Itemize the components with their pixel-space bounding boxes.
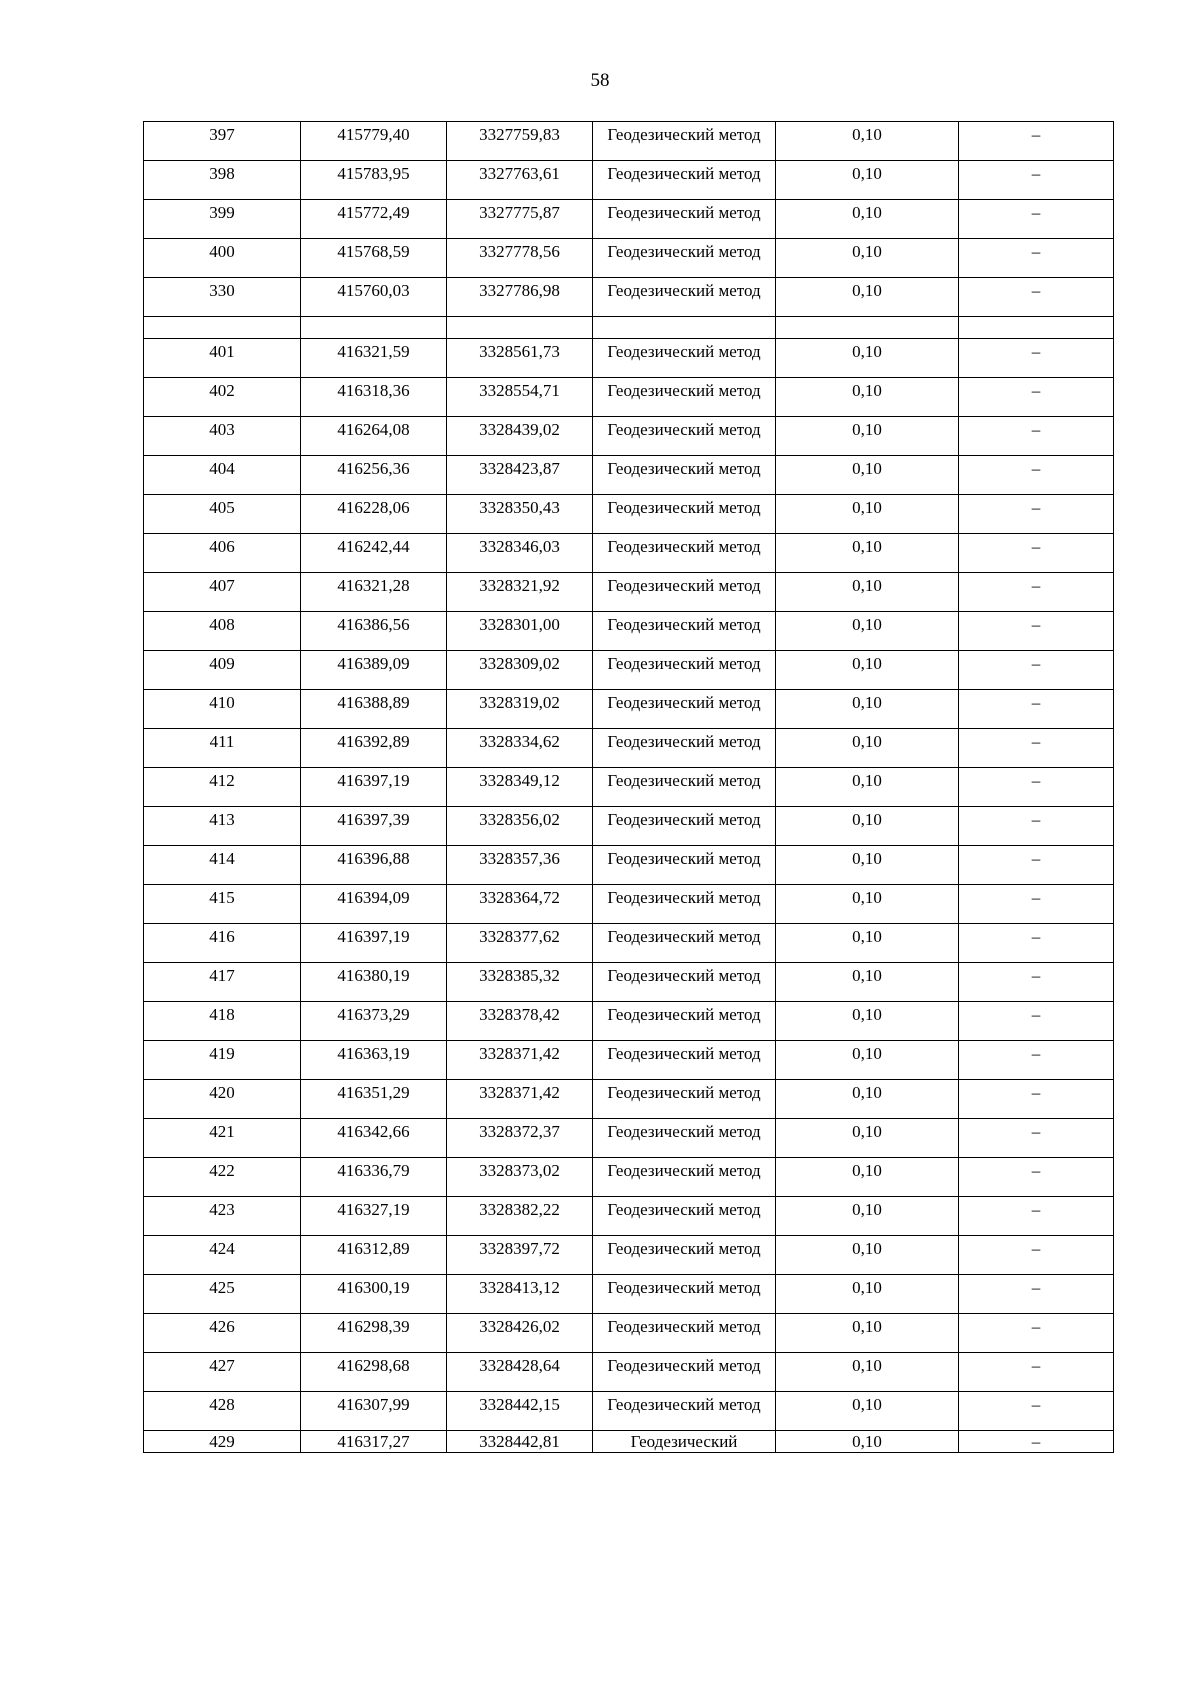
note-cell: – (959, 200, 1114, 239)
x-coordinate-cell: 416321,59 (301, 339, 447, 378)
table-row (144, 1119, 1114, 1158)
accuracy-cell (776, 317, 959, 339)
y-coordinate-cell: 3328371,42 (447, 1041, 593, 1080)
table-row (144, 690, 1114, 729)
x-coordinate-cell: 416351,29 (301, 1080, 447, 1119)
accuracy-cell: 0,10 (776, 1041, 959, 1080)
note-cell: – (959, 1392, 1114, 1431)
x-coordinate-cell: 416363,19 (301, 1041, 447, 1080)
note-cell: – (959, 278, 1114, 317)
method-cell: Геодезический метод (593, 495, 776, 534)
x-coordinate-cell: 416397,19 (301, 924, 447, 963)
x-coordinate-cell: 416256,36 (301, 456, 447, 495)
table-row (144, 729, 1114, 768)
method-cell: Геодезический метод (593, 1236, 776, 1275)
table-row (144, 1314, 1114, 1353)
method-cell: Геодезический метод (593, 122, 776, 161)
table-row (144, 1158, 1114, 1197)
y-coordinate-cell: 3328301,00 (447, 612, 593, 651)
accuracy-cell: 0,10 (776, 456, 959, 495)
note-cell: – (959, 1353, 1114, 1392)
note-cell: – (959, 1236, 1114, 1275)
accuracy-cell: 0,10 (776, 1275, 959, 1314)
method-cell: Геодезический метод (593, 417, 776, 456)
x-coordinate-cell: 416397,19 (301, 768, 447, 807)
x-coordinate-cell: 416264,08 (301, 417, 447, 456)
y-coordinate-cell: 3327759,83 (447, 122, 593, 161)
accuracy-cell: 0,10 (776, 417, 959, 456)
method-cell: Геодезический метод (593, 161, 776, 200)
table-row (144, 1197, 1114, 1236)
table-row (144, 1236, 1114, 1275)
method-cell: Геодезический метод (593, 1353, 776, 1392)
point-number-cell: 417 (144, 963, 301, 1002)
accuracy-cell: 0,10 (776, 846, 959, 885)
method-cell: Геодезический метод (593, 1275, 776, 1314)
y-coordinate-cell (447, 317, 593, 339)
note-cell: – (959, 963, 1114, 1002)
method-cell: Геодезический метод (593, 1002, 776, 1041)
method-cell: Геодезический метод (593, 846, 776, 885)
table-row (144, 1431, 1114, 1453)
y-coordinate-cell: 3328334,62 (447, 729, 593, 768)
note-cell: – (959, 690, 1114, 729)
x-coordinate-cell: 416298,68 (301, 1353, 447, 1392)
note-cell: – (959, 924, 1114, 963)
table-row (144, 161, 1114, 200)
accuracy-cell: 0,10 (776, 1392, 959, 1431)
x-coordinate-cell: 416321,28 (301, 573, 447, 612)
x-coordinate-cell: 416396,88 (301, 846, 447, 885)
note-cell: – (959, 1119, 1114, 1158)
y-coordinate-cell: 3328321,92 (447, 573, 593, 612)
accuracy-cell: 0,10 (776, 690, 959, 729)
point-number-cell: 428 (144, 1392, 301, 1431)
x-coordinate-cell: 416392,89 (301, 729, 447, 768)
accuracy-cell: 0,10 (776, 239, 959, 278)
x-coordinate-cell: 416380,19 (301, 963, 447, 1002)
accuracy-cell: 0,10 (776, 495, 959, 534)
x-coordinate-cell: 416373,29 (301, 1002, 447, 1041)
y-coordinate-cell: 3328382,22 (447, 1197, 593, 1236)
x-coordinate-cell: 416389,09 (301, 651, 447, 690)
table-row (144, 963, 1114, 1002)
x-coordinate-cell: 415760,03 (301, 278, 447, 317)
y-coordinate-cell: 3328377,62 (447, 924, 593, 963)
accuracy-cell: 0,10 (776, 200, 959, 239)
point-number-cell: 405 (144, 495, 301, 534)
point-number-cell: 415 (144, 885, 301, 924)
y-coordinate-cell: 3328373,02 (447, 1158, 593, 1197)
method-cell: Геодезический метод (593, 1392, 776, 1431)
point-number-cell: 404 (144, 456, 301, 495)
y-coordinate-cell: 3328561,73 (447, 339, 593, 378)
table-row (144, 846, 1114, 885)
note-cell: – (959, 1158, 1114, 1197)
table-row (144, 1080, 1114, 1119)
method-cell: Геодезический метод (593, 885, 776, 924)
y-coordinate-cell: 3328428,64 (447, 1353, 593, 1392)
x-coordinate-cell: 416317,27 (301, 1431, 447, 1453)
note-cell: – (959, 161, 1114, 200)
method-cell: Геодезический метод (593, 729, 776, 768)
note-cell: – (959, 612, 1114, 651)
method-cell: Геодезический метод (593, 1080, 776, 1119)
method-cell: Геодезический метод (593, 534, 776, 573)
point-number-cell: 400 (144, 239, 301, 278)
point-number-cell: 406 (144, 534, 301, 573)
table-row (144, 534, 1114, 573)
note-cell: – (959, 122, 1114, 161)
accuracy-cell: 0,10 (776, 1431, 959, 1453)
table-row (144, 239, 1114, 278)
table-row (144, 317, 1114, 339)
point-number-cell: 403 (144, 417, 301, 456)
method-cell: Геодезический метод (593, 1314, 776, 1353)
point-number-cell: 399 (144, 200, 301, 239)
accuracy-cell: 0,10 (776, 278, 959, 317)
note-cell: – (959, 456, 1114, 495)
note-cell: – (959, 495, 1114, 534)
accuracy-cell: 0,10 (776, 122, 959, 161)
method-cell: Геодезический метод (593, 963, 776, 1002)
point-number-cell: 402 (144, 378, 301, 417)
method-cell: Геодезический метод (593, 1119, 776, 1158)
method-cell: Геодезический метод (593, 1041, 776, 1080)
accuracy-cell: 0,10 (776, 768, 959, 807)
x-coordinate-cell: 416228,06 (301, 495, 447, 534)
method-cell: Геодезический метод (593, 807, 776, 846)
x-coordinate-cell: 416300,19 (301, 1275, 447, 1314)
point-number-cell: 401 (144, 339, 301, 378)
note-cell: – (959, 378, 1114, 417)
note-cell: – (959, 573, 1114, 612)
note-cell: – (959, 807, 1114, 846)
table-row (144, 1275, 1114, 1314)
method-cell: Геодезический метод (593, 278, 776, 317)
point-number-cell: 398 (144, 161, 301, 200)
y-coordinate-cell: 3328413,12 (447, 1275, 593, 1314)
y-coordinate-cell: 3327778,56 (447, 239, 593, 278)
accuracy-cell: 0,10 (776, 651, 959, 690)
accuracy-cell: 0,10 (776, 1158, 959, 1197)
note-cell: – (959, 1197, 1114, 1236)
note-cell: – (959, 885, 1114, 924)
table-row (144, 495, 1114, 534)
page-number: 58 (590, 70, 610, 91)
accuracy-cell: 0,10 (776, 1353, 959, 1392)
note-cell: – (959, 1041, 1114, 1080)
y-coordinate-cell: 3328319,02 (447, 690, 593, 729)
table-row (144, 768, 1114, 807)
note-cell: – (959, 239, 1114, 278)
accuracy-cell: 0,10 (776, 612, 959, 651)
y-coordinate-cell: 3328349,12 (447, 768, 593, 807)
method-cell: Геодезический метод (593, 651, 776, 690)
y-coordinate-cell: 3328378,42 (447, 1002, 593, 1041)
method-cell: Геодезический метод (593, 690, 776, 729)
point-number-cell: 421 (144, 1119, 301, 1158)
point-number-cell: 416 (144, 924, 301, 963)
point-number-cell: 413 (144, 807, 301, 846)
method-cell: Геодезический метод (593, 239, 776, 278)
table-row (144, 456, 1114, 495)
table-row (144, 651, 1114, 690)
table-row (144, 1002, 1114, 1041)
note-cell: – (959, 1275, 1114, 1314)
table-row (144, 378, 1114, 417)
table-row (144, 339, 1114, 378)
accuracy-cell: 0,10 (776, 729, 959, 768)
note-cell: – (959, 339, 1114, 378)
y-coordinate-cell: 3328397,72 (447, 1236, 593, 1275)
accuracy-cell: 0,10 (776, 378, 959, 417)
point-number-cell: 419 (144, 1041, 301, 1080)
y-coordinate-cell: 3328554,71 (447, 378, 593, 417)
point-number-cell: 330 (144, 278, 301, 317)
accuracy-cell: 0,10 (776, 1119, 959, 1158)
point-number-cell: 418 (144, 1002, 301, 1041)
y-coordinate-cell: 3328423,87 (447, 456, 593, 495)
accuracy-cell: 0,10 (776, 1236, 959, 1275)
x-coordinate-cell: 416397,39 (301, 807, 447, 846)
accuracy-cell: 0,10 (776, 1080, 959, 1119)
accuracy-cell: 0,10 (776, 963, 959, 1002)
y-coordinate-cell: 3327763,61 (447, 161, 593, 200)
x-coordinate-cell: 416388,89 (301, 690, 447, 729)
accuracy-cell: 0,10 (776, 573, 959, 612)
point-number-cell: 410 (144, 690, 301, 729)
y-coordinate-cell: 3328442,15 (447, 1392, 593, 1431)
table-row (144, 1041, 1114, 1080)
x-coordinate-cell: 416336,79 (301, 1158, 447, 1197)
method-cell: Геодезический метод (593, 573, 776, 612)
method-cell: Геодезический метод (593, 1197, 776, 1236)
method-cell: Геодезический метод (593, 1158, 776, 1197)
accuracy-cell: 0,10 (776, 161, 959, 200)
table-body (144, 122, 1114, 1453)
note-cell: – (959, 1080, 1114, 1119)
accuracy-cell: 0,10 (776, 339, 959, 378)
note-cell: – (959, 768, 1114, 807)
table-row (144, 924, 1114, 963)
table-row (144, 200, 1114, 239)
method-cell: Геодезический метод (593, 378, 776, 417)
y-coordinate-cell: 3328371,42 (447, 1080, 593, 1119)
point-number-cell: 411 (144, 729, 301, 768)
y-coordinate-cell: 3328439,02 (447, 417, 593, 456)
y-coordinate-cell: 3328356,02 (447, 807, 593, 846)
table-row (144, 417, 1114, 456)
point-number-cell: 426 (144, 1314, 301, 1353)
method-cell: Геодезический метод (593, 768, 776, 807)
point-number-cell: 427 (144, 1353, 301, 1392)
x-coordinate-cell: 416318,36 (301, 378, 447, 417)
note-cell: – (959, 534, 1114, 573)
x-coordinate-cell: 415768,59 (301, 239, 447, 278)
y-coordinate-cell: 3328346,03 (447, 534, 593, 573)
x-coordinate-cell: 416242,44 (301, 534, 447, 573)
y-coordinate-cell: 3328372,37 (447, 1119, 593, 1158)
accuracy-cell: 0,10 (776, 1197, 959, 1236)
x-coordinate-cell: 416394,09 (301, 885, 447, 924)
table-row (144, 1353, 1114, 1392)
x-coordinate-cell: 415783,95 (301, 161, 447, 200)
point-number-cell: 409 (144, 651, 301, 690)
accuracy-cell: 0,10 (776, 534, 959, 573)
note-cell: – (959, 651, 1114, 690)
y-coordinate-cell: 3328385,32 (447, 963, 593, 1002)
y-coordinate-cell: 3328364,72 (447, 885, 593, 924)
table-row (144, 122, 1114, 161)
note-cell: – (959, 846, 1114, 885)
y-coordinate-cell: 3327786,98 (447, 278, 593, 317)
table-row (144, 885, 1114, 924)
y-coordinate-cell: 3328350,43 (447, 495, 593, 534)
accuracy-cell: 0,10 (776, 924, 959, 963)
y-coordinate-cell: 3327775,87 (447, 200, 593, 239)
method-cell (593, 317, 776, 339)
y-coordinate-cell: 3328442,81 (447, 1431, 593, 1453)
point-number-cell: 408 (144, 612, 301, 651)
point-number-cell: 425 (144, 1275, 301, 1314)
y-coordinate-cell: 3328426,02 (447, 1314, 593, 1353)
coordinates-table (143, 121, 1114, 1453)
method-cell: Геодезический (593, 1431, 776, 1453)
point-number-cell: 423 (144, 1197, 301, 1236)
x-coordinate-cell: 416386,56 (301, 612, 447, 651)
note-cell: – (959, 417, 1114, 456)
note-cell (959, 317, 1114, 339)
x-coordinate-cell (301, 317, 447, 339)
point-number-cell: 397 (144, 122, 301, 161)
x-coordinate-cell: 415772,49 (301, 200, 447, 239)
method-cell: Геодезический метод (593, 924, 776, 963)
accuracy-cell: 0,10 (776, 1314, 959, 1353)
note-cell: – (959, 729, 1114, 768)
x-coordinate-cell: 415779,40 (301, 122, 447, 161)
point-number-cell: 407 (144, 573, 301, 612)
table-row (144, 1392, 1114, 1431)
accuracy-cell: 0,10 (776, 807, 959, 846)
point-number-cell: 420 (144, 1080, 301, 1119)
x-coordinate-cell: 416342,66 (301, 1119, 447, 1158)
method-cell: Геодезический метод (593, 339, 776, 378)
point-number-cell (144, 317, 301, 339)
point-number-cell: 412 (144, 768, 301, 807)
method-cell: Геодезический метод (593, 456, 776, 495)
method-cell: Геодезический метод (593, 200, 776, 239)
note-cell: – (959, 1002, 1114, 1041)
x-coordinate-cell: 416327,19 (301, 1197, 447, 1236)
table-row (144, 807, 1114, 846)
table-row (144, 612, 1114, 651)
x-coordinate-cell: 416312,89 (301, 1236, 447, 1275)
x-coordinate-cell: 416298,39 (301, 1314, 447, 1353)
method-cell: Геодезический метод (593, 612, 776, 651)
table-row (144, 278, 1114, 317)
point-number-cell: 429 (144, 1431, 301, 1453)
x-coordinate-cell: 416307,99 (301, 1392, 447, 1431)
accuracy-cell: 0,10 (776, 1002, 959, 1041)
note-cell: – (959, 1431, 1114, 1453)
point-number-cell: 422 (144, 1158, 301, 1197)
point-number-cell: 424 (144, 1236, 301, 1275)
y-coordinate-cell: 3328309,02 (447, 651, 593, 690)
point-number-cell: 414 (144, 846, 301, 885)
y-coordinate-cell: 3328357,36 (447, 846, 593, 885)
table-row (144, 573, 1114, 612)
note-cell: – (959, 1314, 1114, 1353)
accuracy-cell: 0,10 (776, 885, 959, 924)
